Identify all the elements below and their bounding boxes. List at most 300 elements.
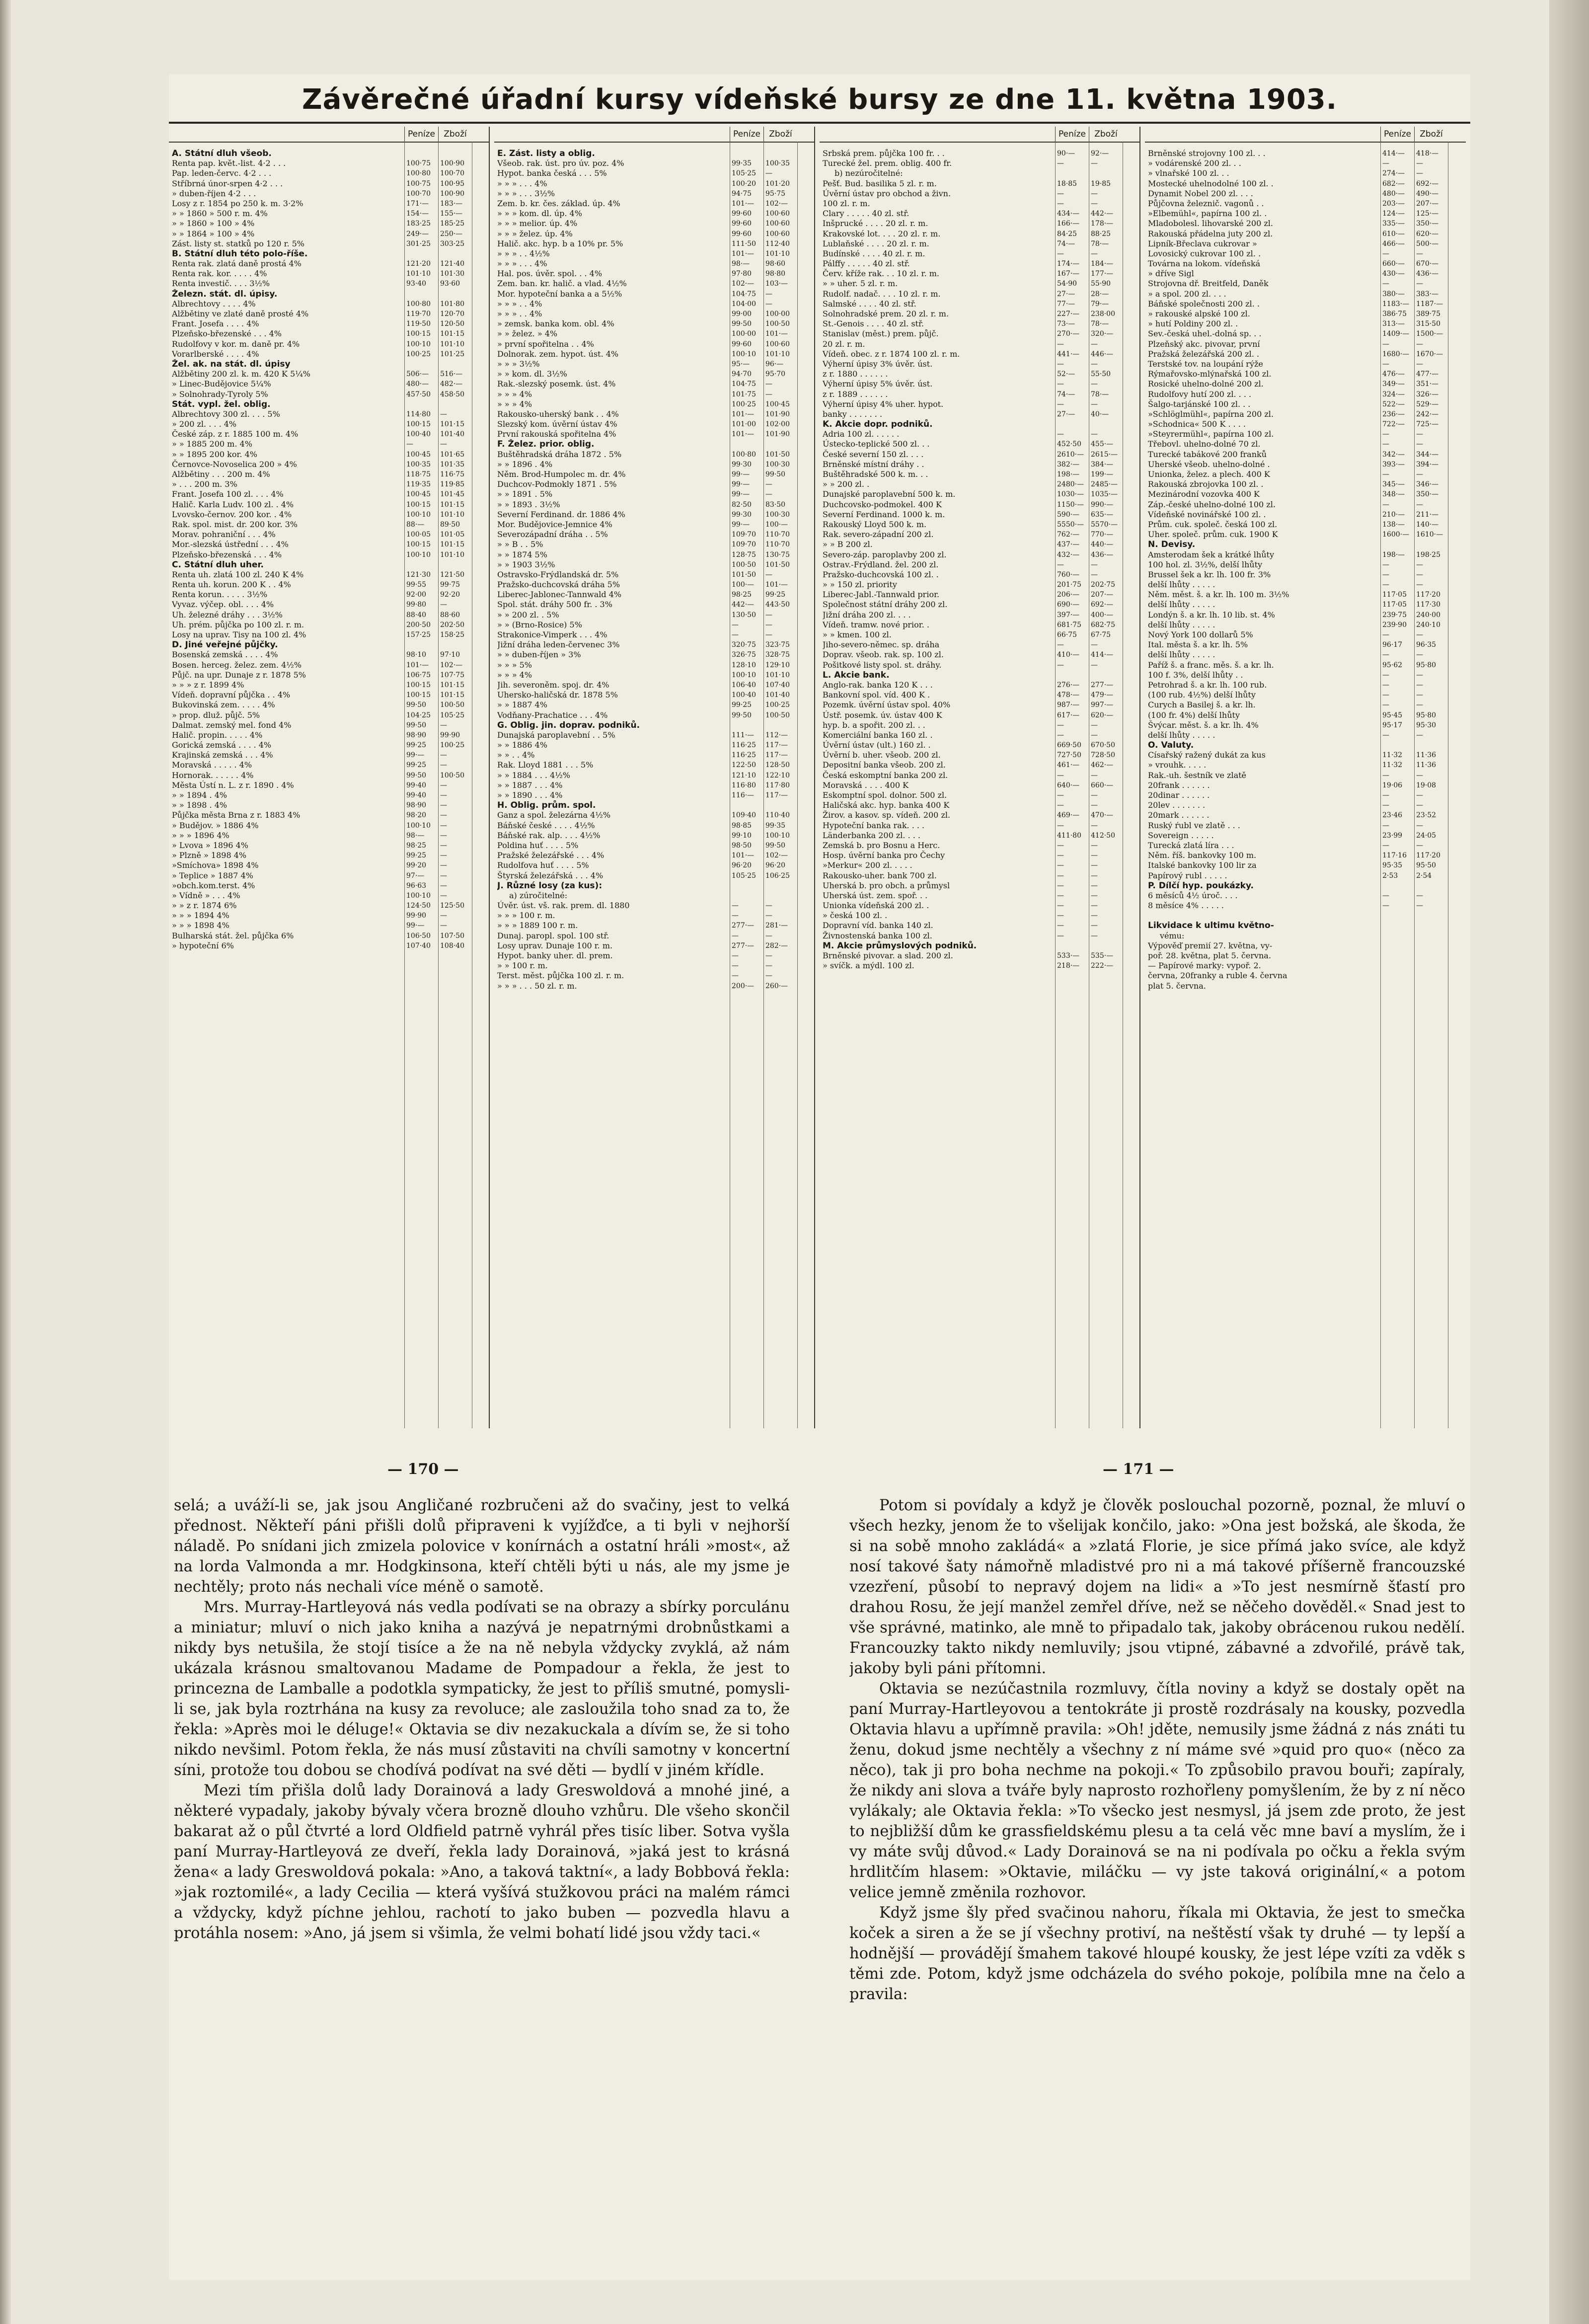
table-row xyxy=(820,450,1139,460)
row-name: »Steyrermühl«, papírna 100 zl. xyxy=(1148,429,1274,439)
row-name: 6 měsíců 4½ úroč. . . . xyxy=(1148,890,1238,900)
price-buy: — xyxy=(1382,891,1389,900)
price-buy: 210·— xyxy=(1382,510,1405,519)
table-row xyxy=(494,690,814,700)
price-buy: 762·— xyxy=(1057,531,1080,539)
row-name: Města Ústí n. L. z r. 1890 . 4% xyxy=(172,780,294,790)
row-name: Živnostenská banka 100 zl. xyxy=(823,930,932,940)
section-heading xyxy=(1145,881,1466,891)
row-name: Výherní úpisy 4% uher. hypot. xyxy=(823,399,944,409)
row-name: Renta uh. korun. 200 K . . 4% xyxy=(172,580,291,590)
page-number-right: — 171 — xyxy=(1103,1461,1174,1478)
table-row xyxy=(1145,530,1466,540)
price-sell: 125·50 xyxy=(440,902,464,910)
table-row xyxy=(494,981,814,991)
table-row xyxy=(820,790,1139,800)
price-sell: 384·— xyxy=(1091,460,1114,468)
table-row xyxy=(820,530,1139,540)
row-name: Ústecko-teplické 500 zl. . . xyxy=(823,439,930,449)
price-buy: 198·— xyxy=(1057,470,1080,478)
price-buy: 121·10 xyxy=(732,771,756,779)
price-buy: — xyxy=(1057,881,1064,890)
price-buy: — xyxy=(1057,902,1064,910)
table-row xyxy=(1145,981,1466,991)
price-buy: 100·75 xyxy=(406,159,431,168)
price-sell: — xyxy=(440,861,447,870)
section-heading xyxy=(820,670,1139,680)
table-row xyxy=(820,680,1139,690)
table-row xyxy=(820,911,1139,921)
price-buy: 660·— xyxy=(1382,260,1405,268)
price-buy: 117·05 xyxy=(1382,591,1407,599)
price-buy: 99·35 xyxy=(732,159,752,168)
price-sell: 202·50 xyxy=(440,620,464,629)
price-sell: 2·54 xyxy=(1416,871,1432,880)
price-sell: 101·65 xyxy=(440,450,464,459)
price-buy: 437·— xyxy=(1057,541,1080,549)
price-sell: 692·— xyxy=(1091,601,1114,609)
price-sell: 108·40 xyxy=(440,941,464,950)
row-name: Turecké žel. prem. oblig. 400 fr. xyxy=(823,158,952,168)
subheading xyxy=(820,168,1139,178)
section-heading xyxy=(494,439,814,449)
table-row xyxy=(494,860,814,870)
row-name: Losy uprav. Dunaje 100 r. m. xyxy=(497,940,613,950)
price-sell: — xyxy=(1091,570,1098,579)
row-name: » » 1860 » 500 r. m. 4% xyxy=(172,209,268,219)
table-row xyxy=(169,580,489,590)
price-buy: — xyxy=(1057,922,1064,930)
price-buy: 101·10 xyxy=(406,270,431,278)
row-name: St.-Genois . . . . 40 zl. stř. xyxy=(823,319,924,329)
price-buy: — xyxy=(732,902,739,910)
price-sell: 418·— xyxy=(1416,150,1439,157)
row-name: » » » . . . 50 zl. r. m. xyxy=(497,981,577,991)
table-row xyxy=(1145,680,1466,690)
row-name: » hutí Poldiny 200 zl. . xyxy=(1148,319,1238,329)
price-buy: 1409·— xyxy=(1382,330,1410,338)
row-name: Císařský ražený dukát za kus xyxy=(1148,750,1266,760)
page-fold-left xyxy=(0,0,11,2324)
table-row xyxy=(169,168,489,178)
row-name: Stát. vypl. žel. oblig. xyxy=(172,399,271,409)
price-sell: 414·— xyxy=(1091,651,1114,659)
table-row xyxy=(494,179,814,189)
price-sell: — xyxy=(1091,871,1098,880)
price-sell: — xyxy=(1416,691,1423,699)
price-buy: 100·50 xyxy=(732,560,756,569)
row-name: Buštěhradská dráha 1872 . 5% xyxy=(497,449,622,459)
table-row xyxy=(1145,941,1466,951)
row-name: Pap. leden-červc. 4·2 . . . xyxy=(172,168,272,178)
price-buy: 94·75 xyxy=(732,189,752,198)
row-name: C. Státní dluh uher. xyxy=(172,559,264,570)
table-row xyxy=(169,530,489,540)
row-name: » » » kom. dl. úp. 4% xyxy=(497,209,582,219)
price-sell: 207·— xyxy=(1416,199,1439,208)
table-row xyxy=(1145,339,1466,349)
table-row xyxy=(1145,660,1466,670)
price-sell: 670·50 xyxy=(1091,741,1115,750)
row-name: Mladobolesl. lihovarské 200 zl. xyxy=(1148,219,1273,229)
row-name: Žel. ak. na stát. dl. úpisy xyxy=(172,359,291,369)
price-buy: 100·80 xyxy=(732,450,756,459)
price-sell: 112·40 xyxy=(765,239,790,248)
table-row xyxy=(169,540,489,549)
row-name: Ganz a spol. železárna 4½% xyxy=(497,810,611,820)
table-row xyxy=(820,329,1139,339)
row-name: Česká eskomptní banka 200 zl. xyxy=(823,770,948,780)
price-sell: 99·75 xyxy=(440,581,460,589)
price-buy: 109·40 xyxy=(732,811,756,820)
price-buy: 121·30 xyxy=(406,570,431,579)
table-row xyxy=(1145,800,1466,810)
row-name: Výherní úpisy 3% úvěr. úst. xyxy=(823,359,933,369)
table-row xyxy=(820,469,1139,479)
row-name: Clary . . . . . 40 zl. stř. xyxy=(823,209,909,219)
price-sell: 100·60 xyxy=(765,340,790,348)
table-row xyxy=(494,239,814,249)
table-row xyxy=(820,961,1139,971)
table-row xyxy=(494,961,814,971)
price-buy: 99·— xyxy=(732,520,750,529)
price-sell: 100·50 xyxy=(765,711,790,719)
table-row xyxy=(494,168,814,178)
price-buy: — xyxy=(732,931,739,940)
row-name: Losy z r. 1854 po 250 k. m. 3·2% xyxy=(172,198,303,208)
price-sell: — xyxy=(1416,500,1423,509)
table-row xyxy=(169,750,489,760)
price-buy: 99·10 xyxy=(732,831,752,840)
price-sell: — xyxy=(765,611,772,619)
table-row xyxy=(494,189,814,199)
price-sell: 97·10 xyxy=(440,651,460,659)
price-buy: — xyxy=(1057,199,1064,208)
row-name: Uherské všeob. uhelno-dolné . xyxy=(1148,459,1270,469)
table-row xyxy=(1145,851,1466,860)
price-sell: — xyxy=(765,952,772,960)
price-buy: 722·— xyxy=(1382,420,1405,429)
row-name: Uh. prém. půjčka po 100 zl. r. m. xyxy=(172,620,304,629)
price-sell: 130·75 xyxy=(765,550,790,559)
table-row xyxy=(169,690,489,700)
page-title: Závěrečné úřadní kursy vídeňské bursy ze dne 11. května 1903. xyxy=(302,83,1338,116)
table-row xyxy=(820,399,1139,409)
price-buy: — xyxy=(1382,500,1389,509)
row-name: » » » . . . 3½% xyxy=(497,188,555,198)
row-name: Společnost státní dráhy 200 zl. xyxy=(823,600,948,610)
price-sell: 389·75 xyxy=(1416,310,1440,318)
row-name: Länderbanka 200 zl. . . . xyxy=(823,830,921,840)
row-name: Renta pap. květ.-list. 4·2 . . . xyxy=(172,158,286,168)
price-sell: 78·— xyxy=(1091,239,1109,248)
row-name: Továrna na lokom. vídeňská xyxy=(1148,259,1261,269)
price-sell: 23·52 xyxy=(1416,811,1437,820)
table-row xyxy=(169,189,489,199)
row-name: Vídeň. dopravní půjčka . . 4% xyxy=(172,690,291,700)
price-sell: 129·10 xyxy=(765,661,790,669)
table-row xyxy=(1145,419,1466,429)
row-name: Hosp. úvěrní banka pro Čechy xyxy=(823,851,945,860)
row-name: » » 1895 200 kor. 4% xyxy=(172,449,257,459)
price-sell: — xyxy=(765,620,772,629)
table-row xyxy=(1145,951,1466,961)
price-sell: 103·— xyxy=(765,280,788,288)
price-buy: 101·— xyxy=(732,199,755,208)
table-row xyxy=(1145,429,1466,439)
price-sell: — xyxy=(1091,380,1098,388)
price-buy: 96·63 xyxy=(406,881,427,890)
row-name: 20frank . . . . . . xyxy=(1148,780,1210,790)
price-sell: — xyxy=(440,781,447,789)
table-row xyxy=(494,339,814,349)
table-row xyxy=(169,229,489,239)
price-sell: — xyxy=(440,801,447,810)
price-buy: — xyxy=(1382,801,1389,810)
table-row xyxy=(169,510,489,520)
table-row xyxy=(169,911,489,921)
table-row xyxy=(169,800,489,810)
price-sell: 350·— xyxy=(1416,490,1439,499)
row-name: Albrechtovy 300 zl. . . . 5% xyxy=(172,409,280,419)
table-row xyxy=(1145,259,1466,269)
row-name: » Budějov. » 1886 4% xyxy=(172,820,259,830)
row-name: Buštěhradské 500 k. m. . . xyxy=(823,469,928,479)
price-sell: 682·75 xyxy=(1091,620,1115,629)
row-name: Alžbětiny 200 zl. k. m. 420 K 5¼% xyxy=(172,369,310,379)
price-buy: — xyxy=(1382,581,1389,589)
price-sell: — xyxy=(1091,801,1098,810)
price-buy: 98·50 xyxy=(732,841,752,850)
row-name: Renta investič. . . . 3½% xyxy=(172,279,270,289)
row-name: Halič. akc. hyp. b a 10% pr. 5% xyxy=(497,238,623,248)
table-row xyxy=(169,489,489,499)
price-buy: — xyxy=(1382,159,1389,168)
row-name: Báňské společnosti 200 zl. . xyxy=(1148,299,1260,309)
price-sell: 100·95 xyxy=(440,179,464,188)
price-sell: — xyxy=(1091,852,1098,860)
price-sell: 101·15 xyxy=(440,681,464,689)
table-row xyxy=(169,299,489,309)
price-sell: 100·50 xyxy=(440,771,464,779)
row-name: » » 100 r. m. xyxy=(497,961,548,971)
table-row xyxy=(820,540,1139,549)
price-buy: — xyxy=(1382,681,1389,689)
row-name: Půjč. na upr. Dunaje z r. 1878 5% xyxy=(172,670,306,680)
price-buy: 466·— xyxy=(1382,239,1405,248)
row-name: » » 200 zl. . 5% xyxy=(497,610,559,620)
row-name: Uhersko-haličská dr. 1878 5% xyxy=(497,690,618,700)
price-buy: 107·40 xyxy=(406,941,431,950)
price-sell: 101·15 xyxy=(440,420,464,429)
row-name: »Smíchova» 1898 4% xyxy=(172,860,259,870)
table-row xyxy=(1145,690,1466,700)
row-name: 20lev . . . . . . . xyxy=(1148,800,1206,810)
price-sell: 516·— xyxy=(440,370,463,379)
exchange-tables xyxy=(169,127,1470,1428)
row-name: » » . . 4% xyxy=(497,750,535,760)
price-buy: 100·40 xyxy=(406,430,431,439)
price-sell: 102·— xyxy=(765,199,788,208)
price-sell: 620·— xyxy=(1416,230,1439,238)
price-buy: 66·75 xyxy=(1057,631,1077,639)
price-buy: 100·25 xyxy=(406,350,431,358)
table-row xyxy=(169,680,489,690)
table-row xyxy=(820,149,1139,158)
row-name: »Elbemühl«, papírna 100 zl. . xyxy=(1148,209,1267,219)
table-row xyxy=(820,429,1139,439)
row-name: b) nezúročitelné: xyxy=(834,168,903,178)
price-sell: 100·90 xyxy=(440,159,464,168)
price-sell: — xyxy=(440,891,447,900)
price-buy: 480·— xyxy=(406,380,429,388)
price-buy: 100·20 xyxy=(732,179,756,188)
price-buy: 227·— xyxy=(1057,310,1080,318)
price-sell: 692·— xyxy=(1416,179,1439,188)
table-row xyxy=(169,439,489,449)
row-name: » » » z r. 1899 4% xyxy=(172,680,244,690)
price-sell: 88·25 xyxy=(1091,230,1111,238)
table-row xyxy=(820,339,1139,349)
price-buy: 99·60 xyxy=(732,340,752,348)
row-name: Uher. společ. prům. cuk. 1900 K xyxy=(1148,530,1278,540)
table-row xyxy=(1145,831,1466,841)
row-name: Terstské tov. na loupání rýže xyxy=(1148,359,1263,369)
price-buy: 99·80 xyxy=(406,601,427,609)
table-rows xyxy=(494,149,814,991)
price-buy: 99·00 xyxy=(732,310,752,318)
table-row xyxy=(169,851,489,860)
table-row xyxy=(1145,500,1466,510)
price-sell: 100·30 xyxy=(765,460,790,468)
price-buy: 100·10 xyxy=(406,821,431,830)
table-row xyxy=(494,429,814,439)
table-row xyxy=(1145,620,1466,630)
row-name: » dříve Sigl xyxy=(1148,269,1194,279)
price-sell: 99·35 xyxy=(765,821,786,830)
row-name: Pražsko-duchcovská dráha 5% xyxy=(497,580,620,590)
table-row xyxy=(494,450,814,460)
row-name: Stanislav (měst.) prem. půjč. xyxy=(823,329,939,339)
row-name: banky . . . . . . . xyxy=(823,409,883,419)
price-buy: 239·75 xyxy=(1382,611,1407,619)
table-row xyxy=(169,339,489,349)
price-buy: — xyxy=(732,952,739,960)
table-row xyxy=(820,349,1139,359)
price-sell: 101·45 xyxy=(440,490,464,499)
row-name: Stříbrná únor-srpen 4·2 . . . xyxy=(172,178,283,188)
table-row xyxy=(169,409,489,419)
table-row xyxy=(1145,399,1466,409)
table-row xyxy=(1145,901,1466,911)
table-rows xyxy=(1145,149,1466,991)
table-row xyxy=(820,359,1139,369)
price-buy: 249·— xyxy=(406,230,429,238)
price-buy: 200·— xyxy=(732,982,755,990)
price-sell: — xyxy=(1416,249,1423,258)
price-sell: 78·— xyxy=(1091,390,1109,398)
price-buy: 760·— xyxy=(1057,570,1080,579)
row-name: Mor.-slezská ústřední . . . 4% xyxy=(172,540,289,549)
price-buy: — xyxy=(1382,902,1389,910)
price-sell: 997·— xyxy=(1091,701,1114,709)
row-name: » » z r. 1874 6% xyxy=(172,901,237,911)
table-row xyxy=(169,179,489,189)
table-row xyxy=(169,259,489,269)
row-name: Ústř. posemk. úv. ústav 400 K xyxy=(823,710,942,720)
price-buy: 236·— xyxy=(1382,410,1405,418)
row-name: Lovosický cukrovar 100 zl. . xyxy=(1148,248,1261,258)
price-sell: 101·10 xyxy=(440,340,464,348)
row-name: Londýn š. a kr. lh. 10 lib. st. 4% xyxy=(1148,610,1275,620)
row-name: Dunajská paroplavební . . 5% xyxy=(497,730,615,740)
price-sell: — xyxy=(1091,641,1098,649)
price-sell: — xyxy=(765,912,772,920)
row-name: Solnohradské prem. 20 zl. r. m. xyxy=(823,309,949,318)
price-buy: 109·70 xyxy=(732,531,756,539)
price-sell: — xyxy=(1416,440,1423,449)
table-row xyxy=(169,771,489,780)
price-buy: 100·25 xyxy=(732,400,756,408)
price-buy: 2480·— xyxy=(1057,480,1084,489)
price-buy: 104·00 xyxy=(732,300,756,308)
row-name: » » » želez. úp. 4% xyxy=(497,229,573,238)
table-row xyxy=(820,560,1139,570)
price-buy: — xyxy=(1382,691,1389,699)
price-sell: — xyxy=(765,931,772,940)
price-buy: 100·00 xyxy=(732,330,756,338)
table-row xyxy=(1145,670,1466,680)
price-sell: 40·— xyxy=(1091,410,1109,418)
row-name: z r. 1889 . . . . . . xyxy=(823,389,888,399)
table-row xyxy=(169,570,489,580)
price-buy: 397·— xyxy=(1057,611,1080,619)
price-sell: — xyxy=(1091,360,1098,368)
table-row xyxy=(820,760,1139,770)
price-sell: — xyxy=(1091,861,1098,870)
row-name: června, 20franky a ruble 4. června xyxy=(1148,971,1287,981)
table-row xyxy=(494,369,814,379)
price-sell: 100·60 xyxy=(765,210,790,218)
table-row xyxy=(820,600,1139,610)
table-row xyxy=(494,469,814,479)
table-row xyxy=(169,760,489,770)
table-row xyxy=(169,630,489,640)
row-name: » Teplice » 1887 4% xyxy=(172,870,253,880)
row-name: » » » 5% xyxy=(497,660,532,670)
row-name: Curych a Basilej š. a kr. lh. xyxy=(1148,700,1256,710)
price-buy: — xyxy=(1382,631,1389,639)
row-name: Rudolfova huť . . . . 5% xyxy=(497,860,589,870)
table-row xyxy=(820,309,1139,319)
row-name: hyp. b. a spořit. 200 zl. . . xyxy=(823,720,925,730)
table-row xyxy=(820,810,1139,820)
row-name: » Vídně » . . . 4% xyxy=(172,890,240,900)
price-buy: — xyxy=(732,962,739,970)
price-sell: 28·— xyxy=(1091,290,1109,298)
price-sell: 19·08 xyxy=(1416,781,1437,789)
price-sell: — xyxy=(440,831,447,840)
price-buy: 100·40 xyxy=(732,691,756,699)
row-name: Poldina huť . . . . 5% xyxy=(497,840,579,850)
price-sell: — xyxy=(1416,340,1423,348)
price-sell: — xyxy=(440,881,447,890)
table-row xyxy=(1145,790,1466,800)
table-row xyxy=(1145,269,1466,279)
table-row xyxy=(169,610,489,620)
price-sell: 670·— xyxy=(1416,260,1439,268)
price-buy: 99·20 xyxy=(406,861,427,870)
